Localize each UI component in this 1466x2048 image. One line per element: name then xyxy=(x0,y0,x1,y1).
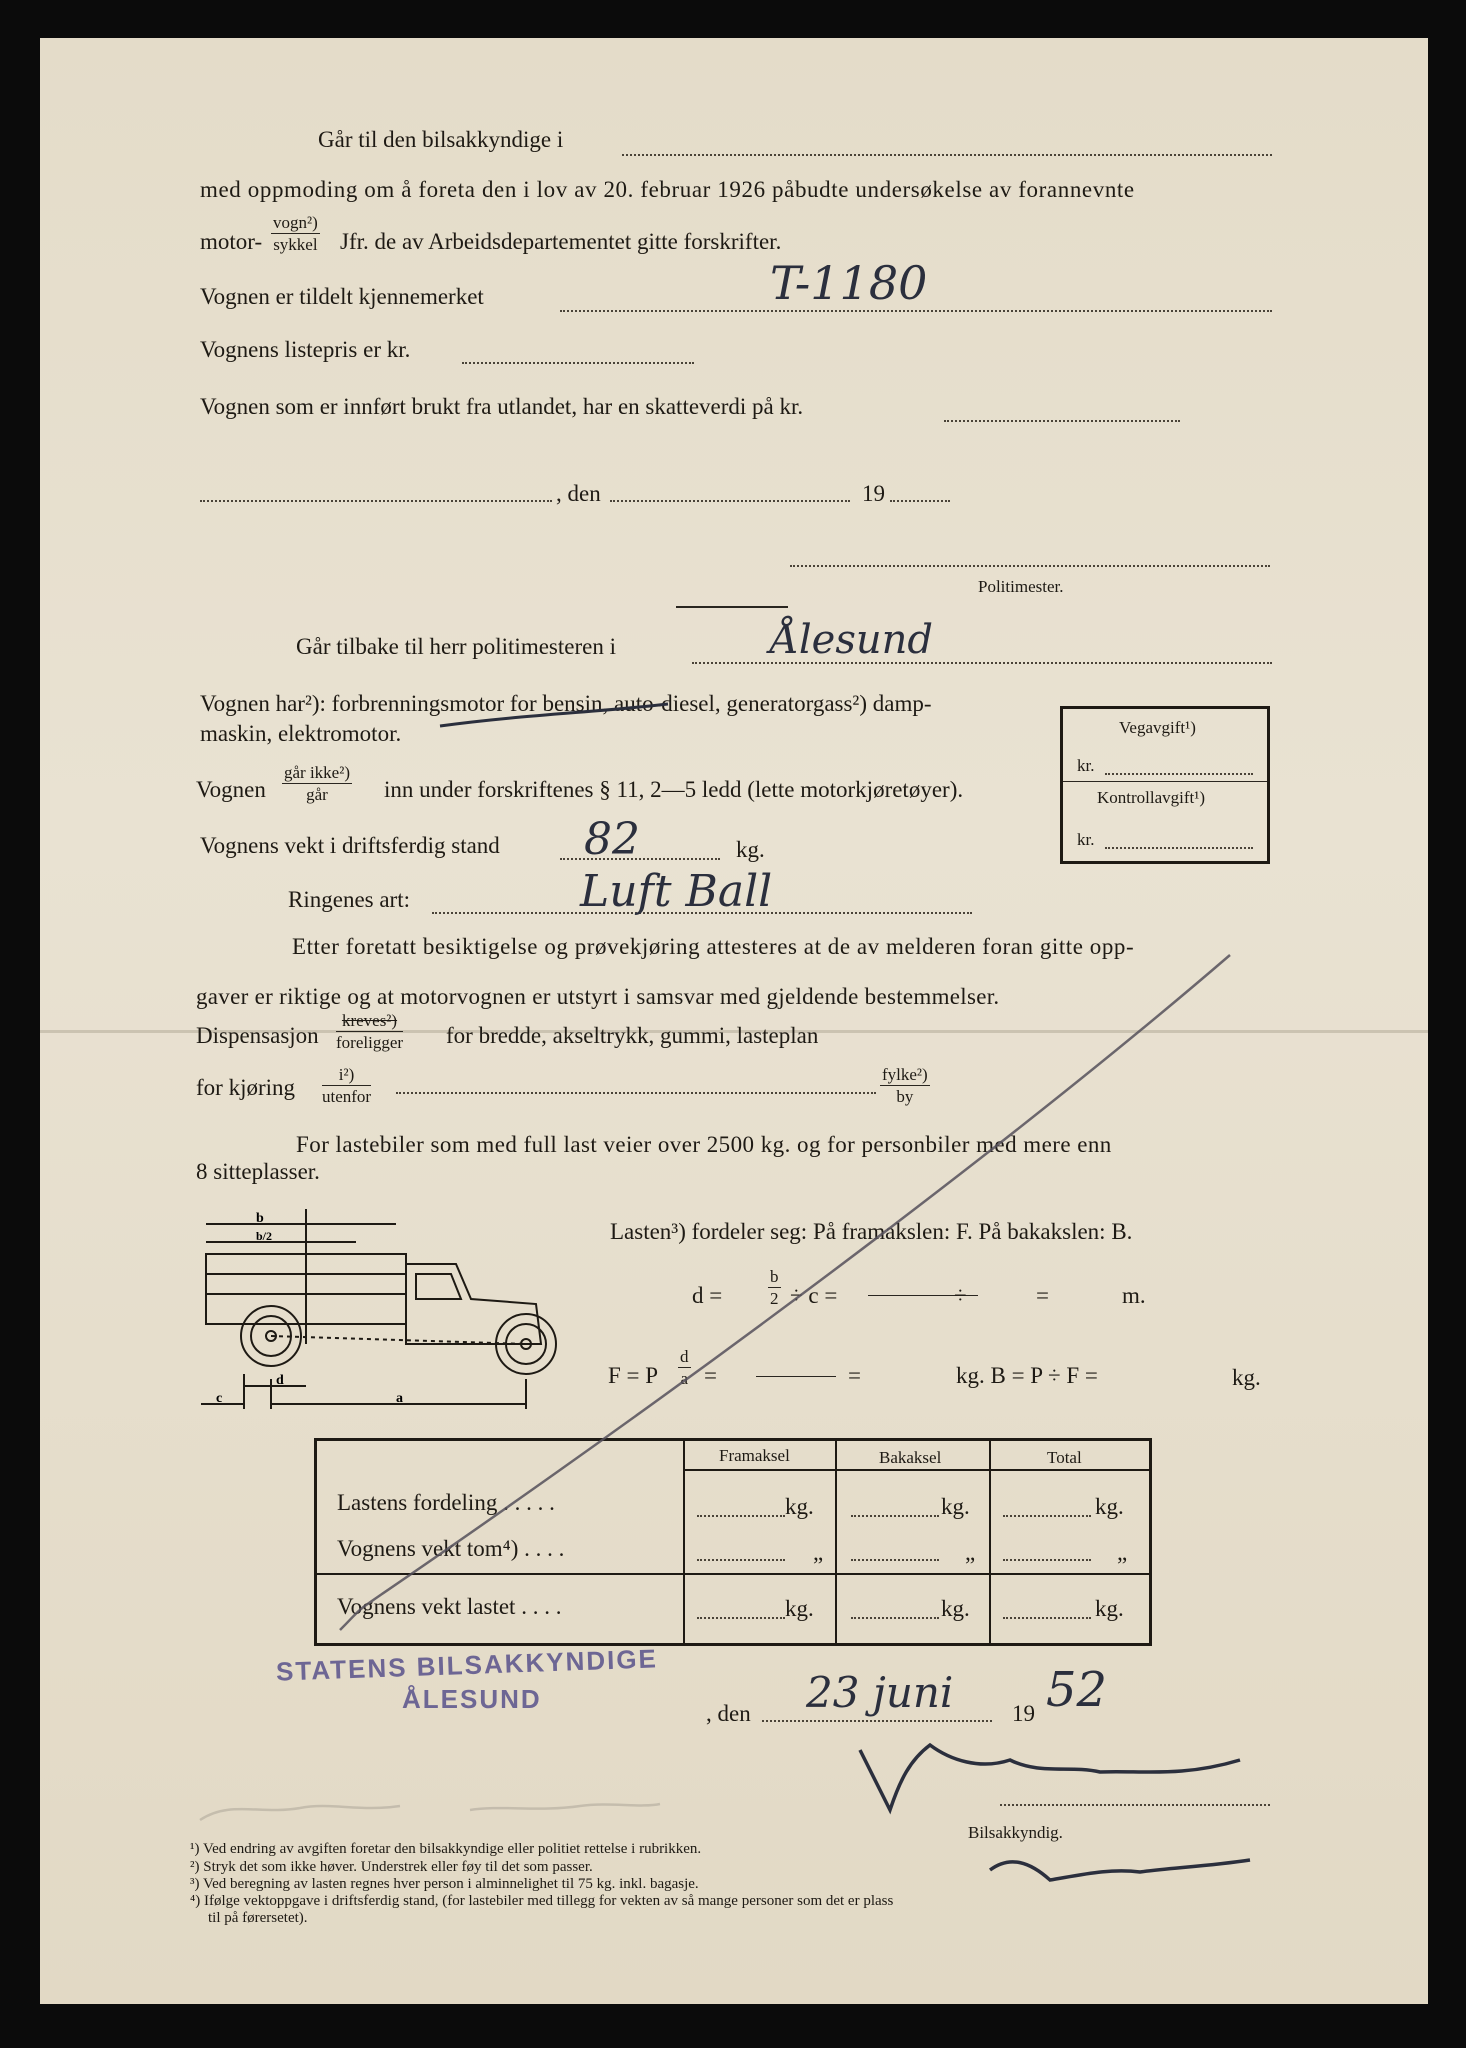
row1-total-unit: kg. xyxy=(1095,1494,1124,1519)
a-denominator: a xyxy=(680,1369,689,1388)
fraction-denominator: sykkel xyxy=(273,235,318,254)
footnote-2: ²) Stryk det som ikke høver. Understrek eller føy til det som passer. xyxy=(190,1859,593,1875)
formula-eq: = xyxy=(1036,1283,1049,1308)
gar-suffix: inn under forskriftenes § 11, 2—5 ledd (lette motorkjøretøyer). xyxy=(384,777,964,802)
formula-m: m. xyxy=(1122,1283,1146,1308)
diagram-b-label: b xyxy=(256,1211,264,1226)
row3-bakaksel-unit: kg. xyxy=(941,1596,970,1621)
row1-framaksel-unit: kg. xyxy=(785,1494,814,1519)
row-vekt-tom-label: Vognens vekt tom⁴) . . . . xyxy=(337,1536,565,1561)
vekt-unit: kg. xyxy=(736,837,765,862)
skatteverdi-label: Vognen som er innført brukt fra utlandet, har en skatteverdi på kr. xyxy=(200,394,804,419)
motor-suffix: Jfr. de av Arbeidsdepartementet gitte forskrifter. xyxy=(340,229,782,254)
tilbake-handwritten: Ålesund xyxy=(770,617,934,663)
vegavgift-label: Vegavgift¹) xyxy=(1119,718,1196,737)
header-total: Total xyxy=(1047,1448,1082,1467)
row1-bakaksel-unit: kg. xyxy=(941,1494,970,1519)
footnote-4: ⁴) Ifølge vektoppgave i driftsferdig stand, (for lastebiler med tillegg for vekten av så mange personer som det er plass xyxy=(190,1893,894,1909)
etter-line1: Etter foretatt besiktigelse og prøvekjøring attesteres at de av melderen foran gitte opp- xyxy=(292,934,1135,959)
d-numerator: d xyxy=(680,1347,689,1366)
header-bakaksel: Bakaksel xyxy=(879,1448,942,1467)
kjoring-label: for kjøring xyxy=(196,1075,296,1100)
bottom-year-handwritten: 52 xyxy=(1046,1662,1108,1718)
diagram-a-label: a xyxy=(396,1391,403,1406)
fylke-numerator: fylke²) xyxy=(882,1065,928,1084)
ringenes-label: Ringenes art: xyxy=(288,887,410,912)
row-lastens-fordeling-label: Lastens fordeling . . . . . xyxy=(337,1490,555,1515)
formula-c-part: ÷ c = xyxy=(790,1283,838,1308)
motor-prefix: motor- xyxy=(200,229,263,254)
formula-kg-b: kg. B = P ÷ F = xyxy=(956,1363,1098,1388)
fylke-denominator: by xyxy=(896,1087,914,1106)
etter-line2: gaver er riktige og at motorvognen er utstyrt i samsvar med gjeldende bestemmelser. xyxy=(196,984,1000,1009)
row-vekt-lastet-label: Vognens vekt lastet . . . . xyxy=(337,1594,562,1619)
den-label: , den xyxy=(556,481,601,506)
formula-f-eq: F = P xyxy=(608,1363,659,1388)
kontrollavgift-label: Kontrollavgift¹) xyxy=(1097,788,1206,807)
vekt-handwritten: 82 xyxy=(584,814,640,865)
vognen-har-text: Vognen har²): forbrenningsmotor for bensin, auto-diesel, generatorgass²) damp- xyxy=(200,691,932,716)
line2-text: med oppmoding om å foreta den i lov av 20. februar 1926 påbudte undersøkelse av forannevnte xyxy=(200,177,1135,202)
fraction-numerator: vogn²) xyxy=(273,213,318,232)
dispensasjon-suffix: for bredde, akseltrykk, gummi, lasteplan xyxy=(446,1023,819,1048)
row2-total-ditto: „ xyxy=(1117,1540,1128,1565)
disp-numerator: kreves²) xyxy=(336,1012,403,1032)
row3-framaksel-unit: kg. xyxy=(785,1596,814,1621)
row2-bakaksel-ditto: „ xyxy=(965,1540,976,1565)
line1-label: Går til den bilsakkyndige i xyxy=(318,127,564,152)
vekt-label: Vognens vekt i driftsferdig stand xyxy=(200,833,500,858)
formula-d-eq: d = xyxy=(692,1283,723,1308)
lastebiler-line2: 8 sitteplasser. xyxy=(196,1159,320,1184)
bilsakkyndig-label: Bilsakkyndig. xyxy=(968,1823,1063,1842)
stamp-alesund: ÅLESUND xyxy=(402,1684,542,1714)
two-denominator: 2 xyxy=(770,1289,779,1308)
kjennemerke-handwritten: T-1180 xyxy=(770,256,928,310)
vegavgift-kr: kr. xyxy=(1077,756,1095,775)
year-prefix: 19 xyxy=(862,481,885,506)
maskin-text: maskin, elektromotor. xyxy=(200,721,402,746)
gar-numerator: går ikke²) xyxy=(284,763,350,782)
row2-framaksel-ditto: „ xyxy=(813,1540,824,1565)
vognen-prefix: Vognen xyxy=(196,777,266,802)
diagram-d-label: d xyxy=(276,1373,284,1388)
bottom-year-prefix: 19 xyxy=(1012,1701,1035,1726)
bottom-den-label: , den xyxy=(706,1701,751,1726)
diagram-b2-label: b/2 xyxy=(256,1229,273,1243)
formula-eq2: = xyxy=(704,1363,717,1388)
disp-denominator: foreligger xyxy=(336,1033,404,1052)
kjoring-numerator: i²) xyxy=(322,1066,371,1086)
diagram-c-label: c xyxy=(216,1391,223,1406)
politimester-label: Politimester. xyxy=(978,577,1064,596)
b-numerator: b xyxy=(770,1267,779,1286)
footnote-4-cont: til på førersetet). xyxy=(208,1910,308,1926)
footnote-1: ¹) Ved endring av avgiften foretar den bilsakkyndige eller politiet rettelse i rubrikken. xyxy=(190,1841,702,1857)
kontrollavgift-kr: kr. xyxy=(1077,830,1095,849)
tilbake-label: Går tilbake til herr politimesteren i xyxy=(296,634,616,659)
ringenes-handwritten: Luft Ball xyxy=(580,866,773,917)
bilsakkyndig-signature-field xyxy=(1000,1804,1270,1806)
dispensasjon-label: Dispensasjon xyxy=(196,1023,319,1048)
listepris-label: Vognens listepris er kr. xyxy=(200,337,411,362)
lastebiler-line1: For lastebiler som med full last veier over 2500 kg. og for personbiler med mere enn xyxy=(296,1132,1112,1157)
kjoring-denominator: utenfor xyxy=(322,1087,372,1106)
stamp-statens-bilsakkyndige: STATENS BILSAKKYNDIGE xyxy=(275,1643,659,1687)
gar-denominator: går xyxy=(306,785,328,804)
footnote-3: ³) Ved beregning av lasten regnes hver person i alminnelighet til 75 kg. inkl. bagasje. xyxy=(190,1876,699,1892)
formula-eq3: = xyxy=(848,1363,861,1388)
formula-kg-end: kg. xyxy=(1232,1365,1261,1390)
row3-total-unit: kg. xyxy=(1095,1596,1124,1621)
lasten-text: Lasten³) fordeler seg: På framakslen: F. På bakakslen: B. xyxy=(610,1219,1133,1244)
kjennemerke-label: Vognen er tildelt kjennemerket xyxy=(200,284,484,309)
header-framaksel: Framaksel xyxy=(719,1446,790,1465)
bottom-date-handwritten: 23 juni xyxy=(806,1668,954,1717)
formula-div: ÷ xyxy=(954,1283,967,1308)
